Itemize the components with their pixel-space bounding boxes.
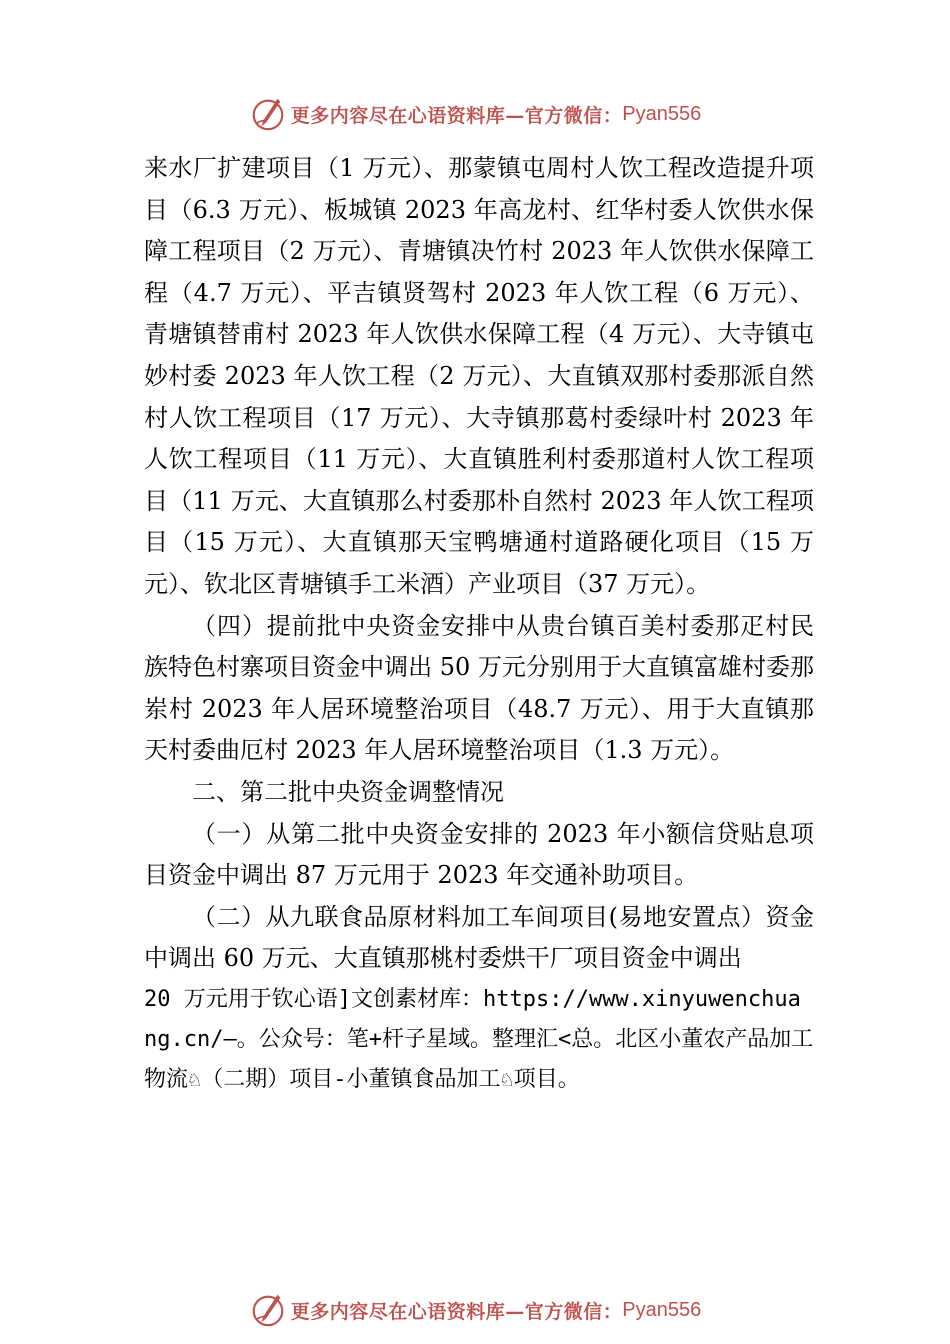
paragraph-item-two: （二）从九联食品原材料加工车间项目(易地安置点）资金中调出 60 万元、大直镇那桃村委烘干厂项目资金中调出 [144, 902, 814, 973]
watermark-wechat-id: Pyan556 [622, 102, 702, 125]
watermark-header [0, 92, 950, 136]
brush-logo-icon [249, 95, 287, 133]
paragraph-item-one: （一）从第二批中央资金安排的 2023 年小额信贷贴息项目资金中调出 87 万元用于 2023 年交通补助项目。 [144, 819, 814, 890]
paragraph-project-list: 来水厂扩建项目（1 万元）、那蒙镇屯周村人饮工程改造提升项目（6.3 万元）、板城镇 2023 年高龙村、红华村委人饮供水保障工程项目（2 万元）、青塘镇决竹村 2023 年人饮供水保障工程（4.7 万元）、平吉镇贤驾村 2023 年人饮工程（6 万元）、青塘镇替甫村 2023 年人饮供水保障工程（4 万元）、大寺镇屯妙村委 2023 年人饮工程（2 万元）、大直镇双那村委那派自然村人饮工程项目（17 万元）、大寺镇那葛村委绿叶村 2023 年人饮工程项目（11 万元）、大直镇胜利村委那道村人饮工程项目（11 万元、大直镇那么村委那朴自然村 2023 年人饮工程项目（15 万元）、大直镇那天宝鸭塘通村道路硬化项目（15 万元）、钦北区青塘镇手工米酒）产业项目（37 万元）。 [144, 154, 814, 598]
paragraph-item-four: （四）提前批中央资金安排中从贵台镇百美村委那疋村民族特色村寨项目资金中调出 50 万元分别用于大直镇富雄村委那岽村 2023 年人居环境整治项目（48.7 万元）、用于大直镇那天村委曲厄村 2023 年人居环境整治项目（1.3 万元）。 [144, 611, 814, 765]
brush-logo-icon [249, 1291, 287, 1329]
watermark-text: 更多内容尽在心语资料库—官方微信： [290, 104, 623, 127]
document-body [144, 148, 814, 1100]
watermark-text: 更多内容尽在心语资料库—官方微信： [290, 1300, 623, 1323]
watermark-footer [0, 1288, 950, 1332]
paragraph-mixed-text: 20 万元用于钦心语]文创素材库：https://www.xinyuwenchuang.cn/—。公众号：笔+杆子星域。整理汇<总。北区小董农产品加工物流♘（二期）项目-小董镇食品加工♘项目。 [144, 986, 814, 1092]
section-heading-two: 二、第二批中央资金调整情况 [192, 777, 504, 806]
watermark-wechat-id: Pyan556 [622, 1298, 702, 1321]
